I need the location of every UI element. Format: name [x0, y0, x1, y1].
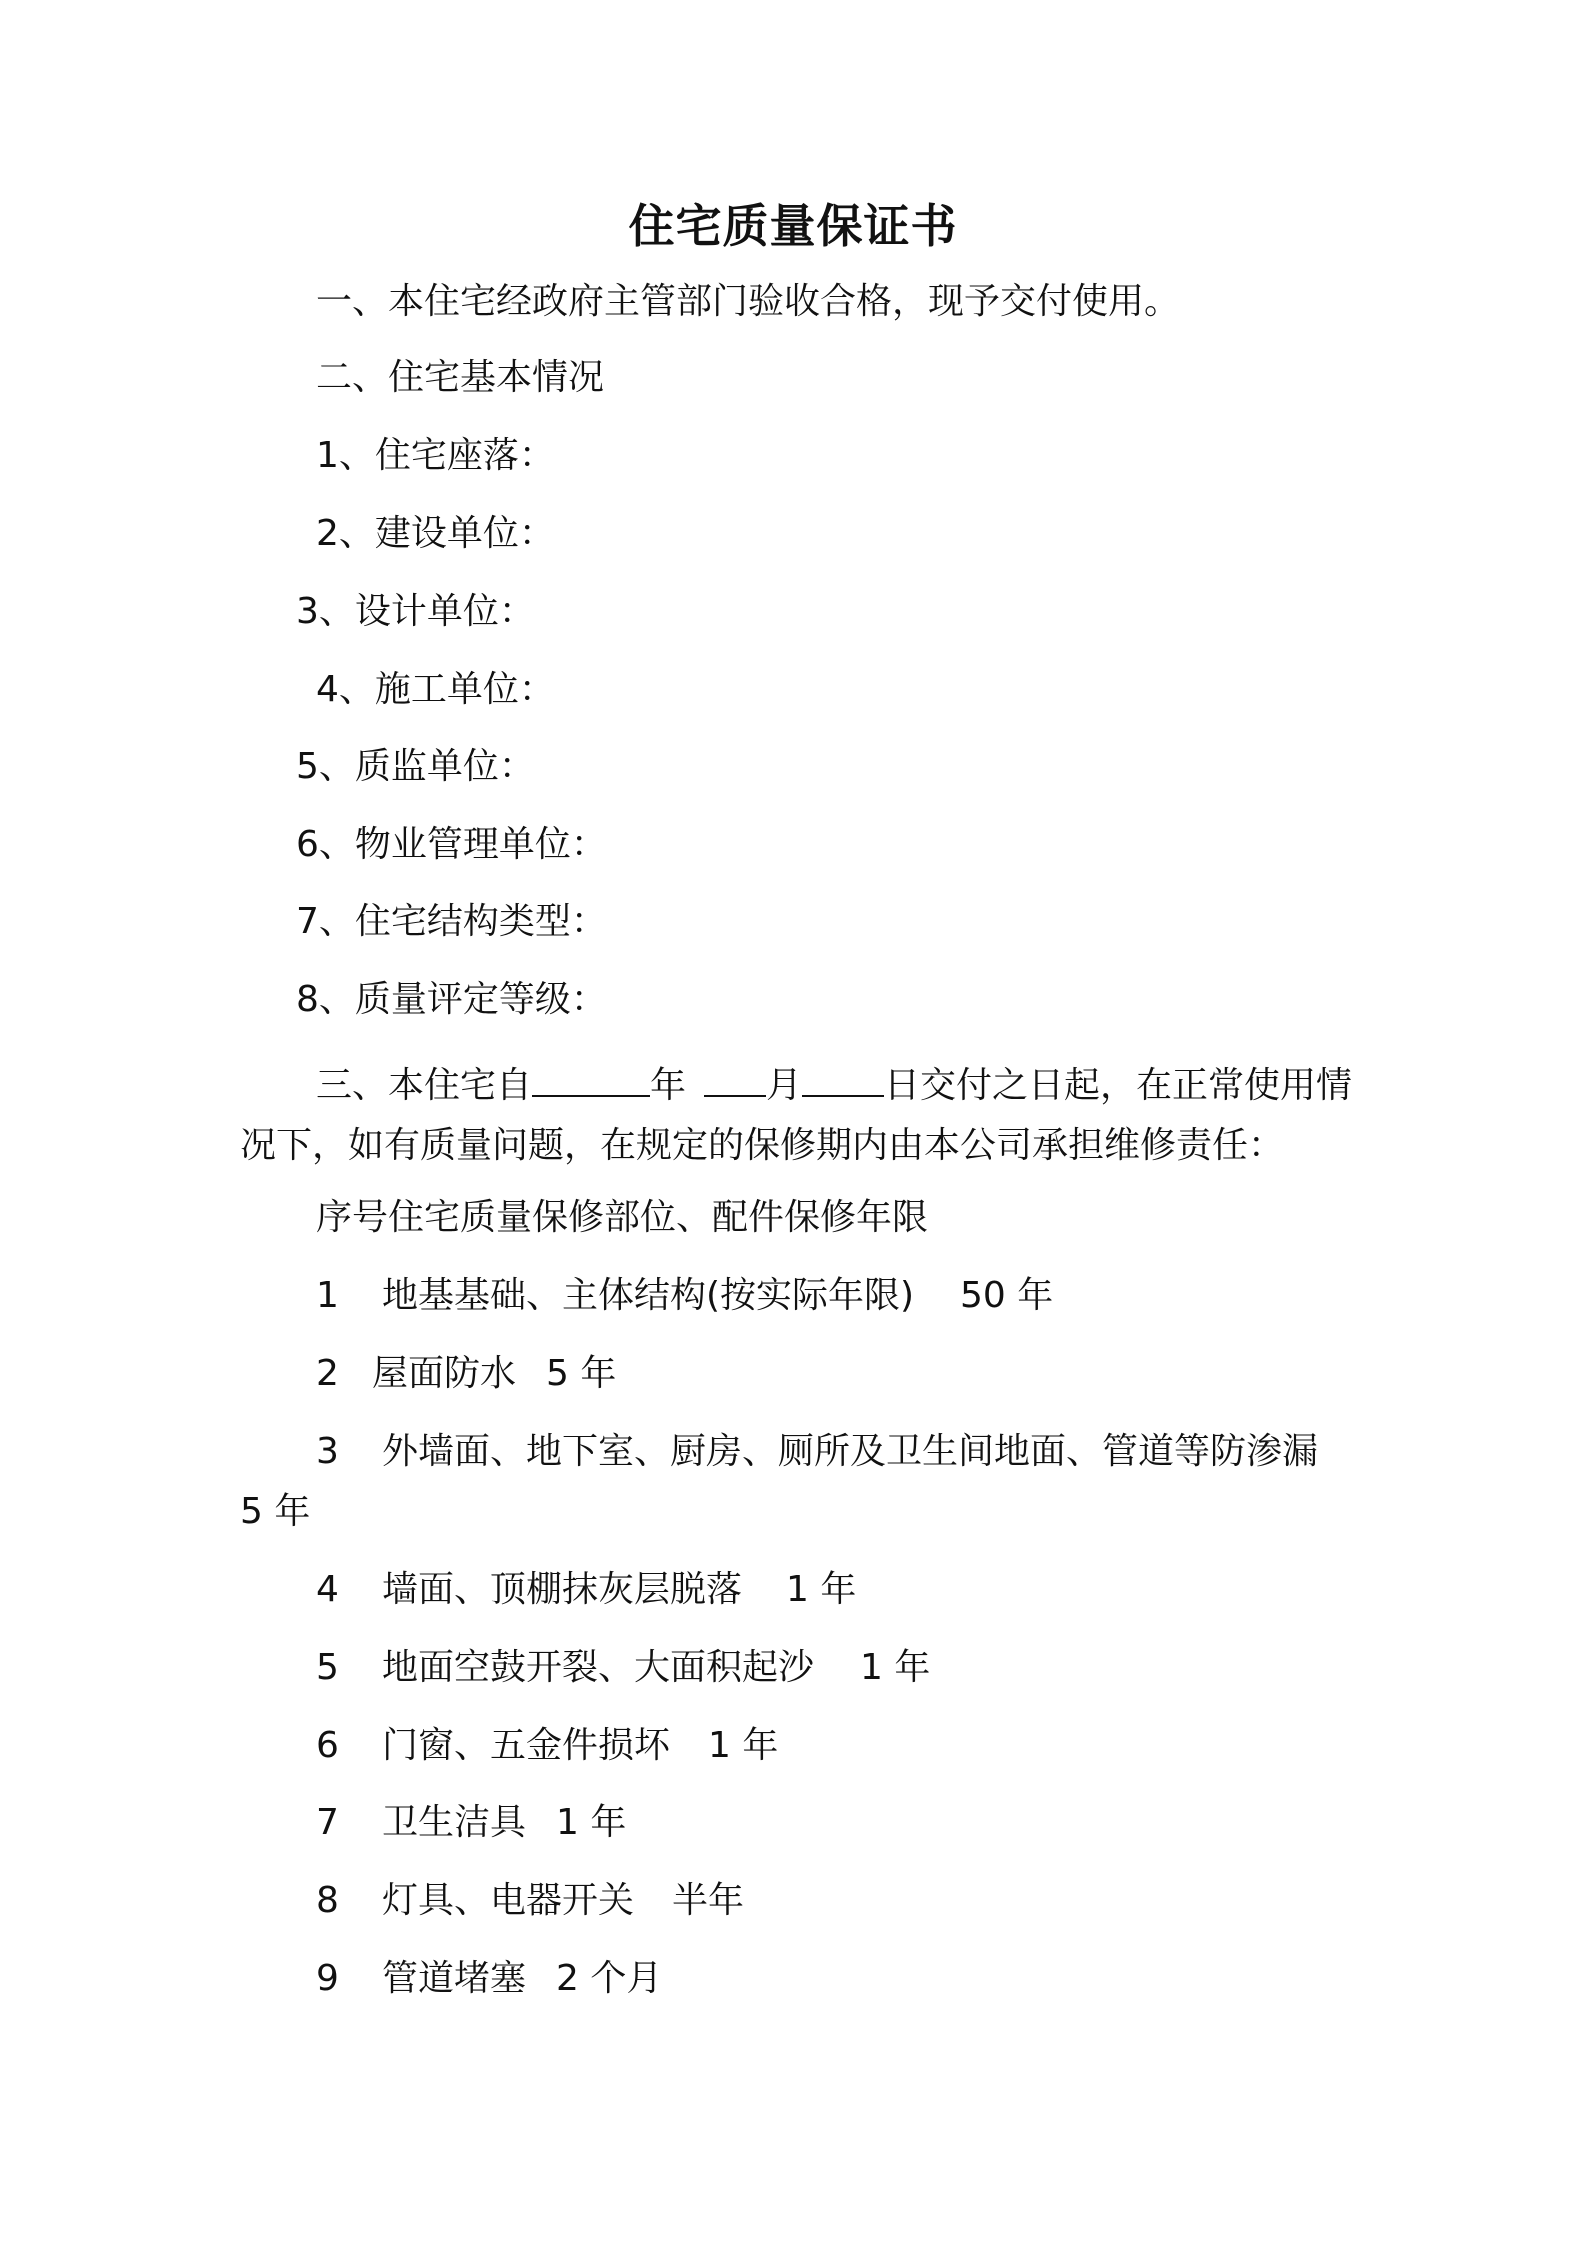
warranty-row-number: 9 [316, 1958, 339, 1999]
warranty-row-part: 地面空鼓开裂、大面积起沙 [382, 1647, 815, 1688]
section-3-suffix: 日交付之日起，在正常使用情况下，如有质量问题，在规定的保修期内由本公司承担维修责任： [240, 1065, 1353, 1166]
warranty-row-part: 灯具、电器开关 [382, 1880, 635, 1921]
warranty-row-period: 50 年 [960, 1275, 1054, 1316]
warranty-row-period: 1 年 [860, 1647, 931, 1688]
warranty-row-period: 半年 [672, 1880, 745, 1921]
warranty-row-part: 墙面、顶棚抹灰层脱落 [382, 1569, 743, 1610]
basic-info-item-property-manager: 6、物业管理单位： [296, 824, 607, 865]
warranty-row-part: 卫生洁具 [382, 1802, 527, 1843]
section-2-heading: 二、住宅基本情况 [316, 357, 605, 398]
basic-info-item-constructor: 4、施工单位： [316, 669, 555, 710]
document-title: 住宅质量保证书 [628, 199, 958, 253]
warranty-row-period: 1 年 [708, 1725, 779, 1766]
year-unit: 年 [650, 1065, 687, 1106]
warranty-row-number: 1 [316, 1275, 339, 1316]
warranty-row-number: 4 [316, 1569, 339, 1610]
year-blank[interactable] [532, 1061, 650, 1097]
warranty-row-part: 外墙面、地下室、厨房、厕所及卫生间地面、管道等防渗漏 [382, 1431, 1319, 1472]
warranty-row-number: 6 [316, 1725, 339, 1766]
warranty-row-number: 5 [316, 1647, 339, 1688]
warranty-row-number: 2 [316, 1353, 339, 1394]
warranty-row-period: 1 年 [556, 1802, 627, 1843]
basic-info-item-location: 1、住宅座落： [316, 435, 555, 476]
warranty-row-period: 5 年 [546, 1353, 617, 1394]
basic-info-item-quality-supervisor: 5、质监单位： [296, 746, 535, 787]
warranty-row-period: 2 个月 [556, 1958, 663, 1999]
basic-info-item-developer: 2、建设单位： [316, 513, 555, 554]
warranty-row-period: 1 年 [786, 1569, 857, 1610]
basic-info-item-structure-type: 7、住宅结构类型： [296, 901, 607, 942]
section-1-text: 一、本住宅经政府主管部门验收合格，现予交付使用。 [316, 281, 1181, 322]
month-blank[interactable] [704, 1061, 766, 1097]
month-unit: 月 [766, 1065, 803, 1106]
section-3-prefix: 三、本住宅自 [316, 1065, 533, 1106]
warranty-row-part: 屋面防水 [372, 1353, 517, 1394]
warranty-row-number: 3 [316, 1431, 339, 1472]
day-blank[interactable] [802, 1061, 884, 1097]
warranty-row-part: 管道堵塞 [382, 1958, 527, 1999]
warranty-row-part: 地基基础、主体结构(按实际年限) [382, 1275, 915, 1316]
basic-info-item-designer: 3、设计单位： [296, 591, 535, 632]
warranty-row-number: 7 [316, 1802, 339, 1843]
section-3-paragraph [240, 1056, 1360, 1176]
warranty-row-period: 5 年 [240, 1491, 311, 1532]
basic-info-item-quality-grade: 8、质量评定等级： [296, 979, 607, 1020]
warranty-table-header: 序号住宅质量保修部位、配件保修年限 [316, 1197, 929, 1238]
warranty-row-part: 门窗、五金件损坏 [382, 1725, 671, 1766]
warranty-row-number: 8 [316, 1880, 339, 1921]
